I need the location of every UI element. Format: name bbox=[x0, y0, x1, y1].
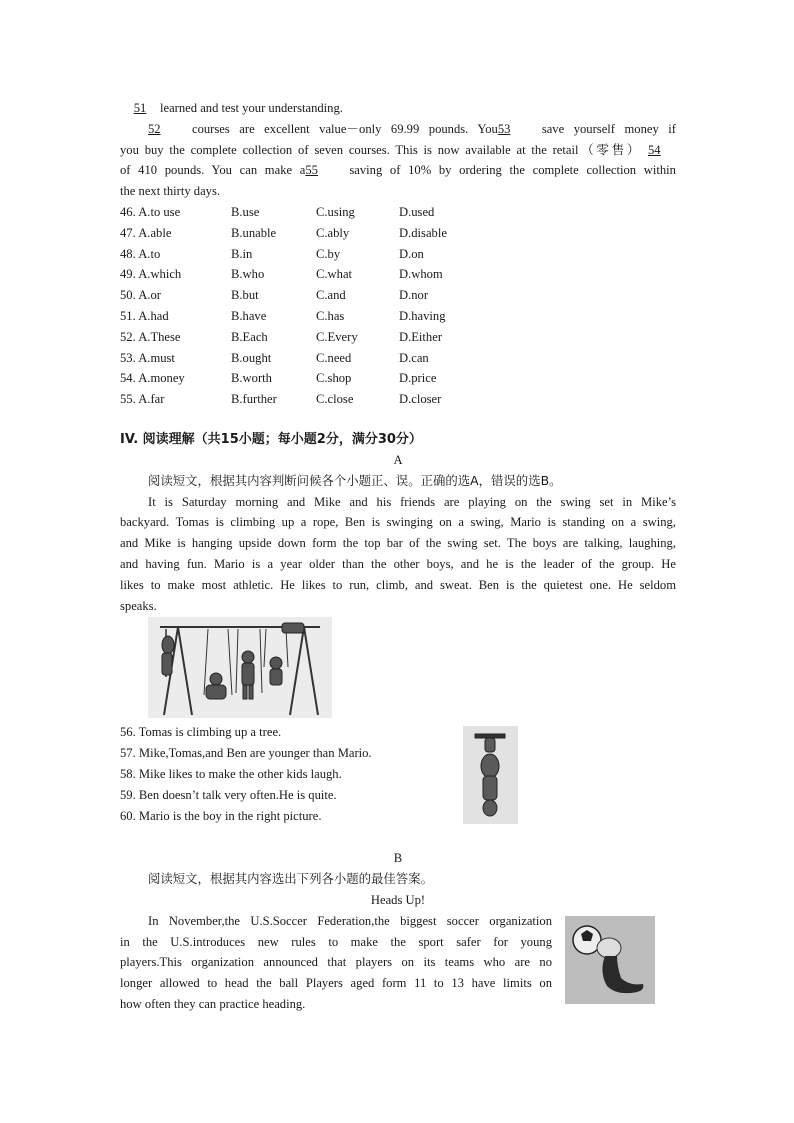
option-b[interactable]: B.ought bbox=[231, 350, 272, 365]
option-a[interactable]: 55. A.far bbox=[120, 392, 165, 407]
section-title: IV. 阅读理解（共15小题；每小题2分，满分30分） bbox=[120, 431, 422, 447]
option-a[interactable]: 49. A.which bbox=[120, 267, 182, 282]
options-list bbox=[120, 202, 676, 410]
blank-53[interactable]: 53 bbox=[497, 121, 511, 136]
swing-set-drawing bbox=[148, 617, 332, 718]
passage-line: how often they can practice heading. bbox=[120, 996, 306, 1011]
passage-line: in the U.S.introduces new rules to make the sport safer for young bbox=[120, 934, 552, 949]
option-a[interactable]: 50. A.or bbox=[120, 288, 161, 303]
option-c[interactable]: C.what bbox=[316, 267, 353, 282]
option-c[interactable]: C.has bbox=[316, 308, 345, 323]
passage-line: In November,the U.S.Soccer Federation,the biggest soccer organization bbox=[148, 913, 552, 928]
option-row bbox=[120, 389, 676, 410]
part-a-passage bbox=[120, 492, 676, 617]
question-57: 57. Mike,Tomas,and Ben are younger than Mario. bbox=[120, 746, 372, 761]
hanging-boy-drawing bbox=[463, 726, 518, 824]
option-b[interactable]: B.unable bbox=[231, 225, 277, 240]
option-b[interactable]: B.Each bbox=[231, 329, 268, 344]
blank-52[interactable]: 52 bbox=[148, 121, 161, 136]
part-a-instruction: 阅读短文，根据其内容判断问候各个小题正、误。正确的选A，错误的选B。 bbox=[148, 472, 562, 488]
option-c[interactable]: C.close bbox=[316, 392, 354, 407]
cloze-text: learned and test your understanding. bbox=[160, 101, 343, 115]
option-c[interactable]: C.using bbox=[316, 204, 355, 219]
cloze-text: saving of 10% by ordering the complete collection within bbox=[349, 163, 676, 178]
passage-line: backyard. Tomas is climbing up a rope, Ben is swinging on a swing, Mario is standing on a swing, bbox=[120, 515, 676, 530]
cloze-line-1 bbox=[120, 98, 676, 119]
option-b[interactable]: B.in bbox=[231, 246, 253, 261]
option-b[interactable]: B.but bbox=[231, 288, 259, 303]
hanging-boy-picture bbox=[463, 726, 518, 824]
blank-51[interactable]: 51 bbox=[133, 101, 147, 115]
option-row bbox=[120, 223, 676, 244]
passage-line: and Mike is hanging upside down form the top bar of the swing set. The boys are talking, laughing, bbox=[120, 536, 676, 551]
option-d[interactable]: D.price bbox=[399, 371, 437, 386]
option-d[interactable]: D.can bbox=[399, 350, 429, 365]
option-c[interactable]: C.ably bbox=[316, 225, 350, 240]
option-d[interactable]: D.having bbox=[399, 308, 446, 323]
blank-54[interactable]: 54 bbox=[648, 142, 661, 157]
part-b-label: B bbox=[393, 851, 403, 866]
question-56: 56. Tomas is climbing up a tree. bbox=[120, 725, 282, 740]
spacer bbox=[120, 826, 676, 848]
option-a[interactable]: 52. A.These bbox=[120, 329, 181, 344]
part-b-passage bbox=[120, 911, 552, 1015]
document-page bbox=[120, 98, 676, 1015]
passage-line: likes to make most athletic. He likes to run, climb, and sweat. Ben is the quietest one. He seldom bbox=[120, 577, 676, 592]
option-c[interactable]: C.Every bbox=[316, 329, 358, 344]
passage-line: speaks. bbox=[120, 598, 157, 613]
cloze-line-5: the next thirty days. bbox=[120, 184, 221, 199]
passage-line: longer allowed to head the ball Players aged form 11 to 13 have limits on bbox=[120, 976, 552, 991]
option-a[interactable]: 51. A.had bbox=[120, 308, 169, 323]
option-d[interactable]: D.nor bbox=[399, 288, 429, 303]
cloze-text: courses are excellent value－only 69.99 pounds. You bbox=[192, 121, 498, 136]
cloze-line-4 bbox=[120, 160, 676, 181]
option-a[interactable]: 48. A.to bbox=[120, 246, 161, 261]
option-a[interactable]: 53. A.must bbox=[120, 350, 175, 365]
passage-line: and having fun. Mario is a year older than the other boys, and he is the leader of the group. He bbox=[120, 556, 676, 571]
option-b[interactable]: B.who bbox=[231, 267, 265, 282]
passage-line: players.This organization announced that players on its teams who are no bbox=[120, 955, 552, 970]
option-d[interactable]: D.used bbox=[399, 204, 435, 219]
blank-55[interactable]: 55 bbox=[305, 163, 318, 178]
option-row bbox=[120, 368, 676, 389]
soccer-player-drawing bbox=[565, 916, 655, 1004]
option-b[interactable]: B.further bbox=[231, 392, 277, 407]
option-d[interactable]: D.disable bbox=[399, 225, 447, 240]
option-row bbox=[120, 264, 676, 285]
option-c[interactable]: C.by bbox=[316, 246, 341, 261]
option-row bbox=[120, 244, 676, 265]
passage-line: It is Saturday morning and Mike and his friends are playing on the swing set in Mike’s bbox=[148, 494, 676, 509]
option-c[interactable]: C.shop bbox=[316, 371, 352, 386]
article-heading: Heads Up! bbox=[370, 892, 426, 907]
cloze-line-2 bbox=[120, 119, 676, 140]
cloze-line-3 bbox=[120, 140, 676, 161]
cloze-text: you buy the complete collection of seven courses. This is now available at the retail（零售） bbox=[120, 142, 643, 157]
option-row bbox=[120, 327, 676, 348]
option-row bbox=[120, 285, 676, 306]
question-60: 60. Mario is the boy in the right picture. bbox=[120, 808, 322, 823]
option-b[interactable]: B.have bbox=[231, 308, 267, 323]
option-row bbox=[120, 306, 676, 327]
option-b[interactable]: B.worth bbox=[231, 371, 272, 386]
option-a[interactable]: 46. A.to use bbox=[120, 204, 181, 219]
option-b[interactable]: B.use bbox=[231, 204, 260, 219]
question-59: 59. Ben doesn’t talk very often.He is quite. bbox=[120, 787, 337, 802]
option-d[interactable]: D.closer bbox=[399, 392, 442, 407]
part-b-instruction: 阅读短文，根据其内容选出下列各小题的最佳答案。 bbox=[148, 871, 433, 887]
option-d[interactable]: D.whom bbox=[399, 267, 443, 282]
option-c[interactable]: C.and bbox=[316, 288, 346, 303]
swing-set-picture bbox=[148, 617, 332, 718]
option-row bbox=[120, 348, 676, 369]
soccer-player-picture bbox=[565, 916, 655, 1004]
option-row bbox=[120, 202, 676, 223]
option-d[interactable]: D.on bbox=[399, 246, 424, 261]
option-a[interactable]: 47. A.able bbox=[120, 225, 172, 240]
part-a-questions bbox=[120, 722, 676, 826]
option-c[interactable]: C.need bbox=[316, 350, 352, 365]
cloze-text: save yourself money if bbox=[541, 121, 676, 136]
cloze-text: of 410 pounds. You can make a bbox=[120, 163, 306, 178]
option-a[interactable]: 54. A.money bbox=[120, 371, 185, 386]
option-d[interactable]: D.Either bbox=[399, 329, 443, 344]
question-58: 58. Mike likes to make the other kids laugh. bbox=[120, 766, 342, 781]
part-a-label: A bbox=[393, 452, 403, 467]
